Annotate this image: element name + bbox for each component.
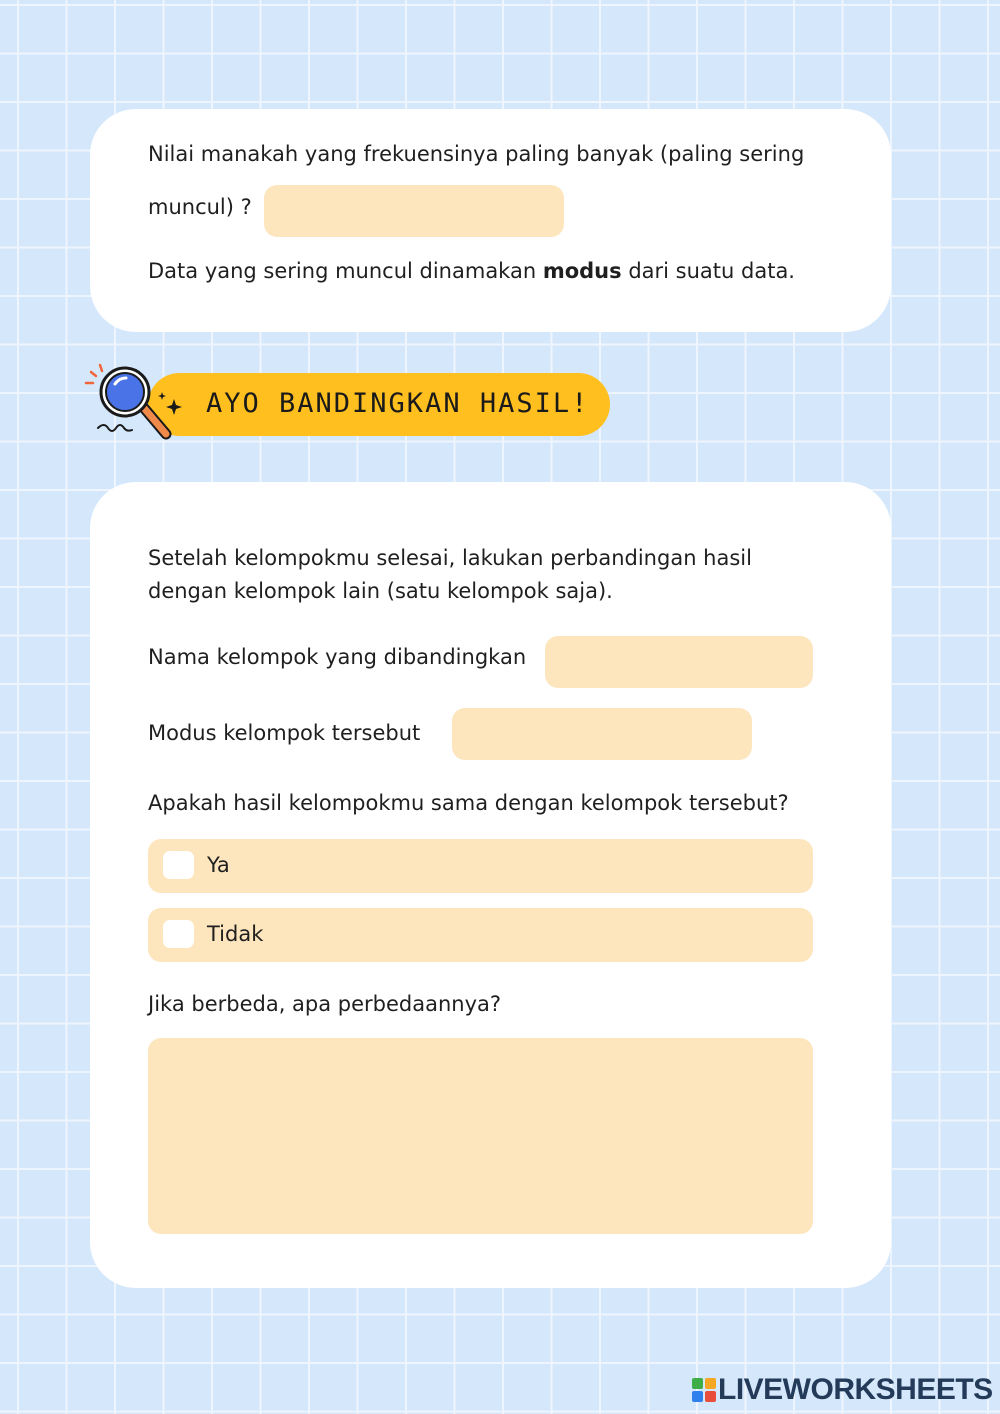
magnifier-icon bbox=[82, 362, 192, 447]
option-tidak[interactable] bbox=[148, 908, 813, 962]
intro-line2: dengan kelompok lain (satu kelompok saja). bbox=[148, 579, 613, 603]
same-result-question: Apakah hasil kelompokmu sama dengan kelompok tersebut? bbox=[148, 791, 789, 815]
modus-definition: Data yang sering muncul dinamakan modus dari suatu data. bbox=[148, 259, 795, 283]
comparison-card bbox=[90, 482, 891, 1288]
brand-name: LIVEWORKSHEETS bbox=[718, 1373, 993, 1406]
modus-term: modus bbox=[542, 259, 622, 283]
section-banner bbox=[148, 373, 610, 436]
question-card-mode bbox=[90, 109, 891, 332]
option-ya[interactable] bbox=[148, 839, 813, 893]
option-ya-label: Ya bbox=[207, 853, 230, 877]
mode-answer-input[interactable] bbox=[264, 185, 564, 237]
liveworksheets-logo-icon bbox=[692, 1378, 716, 1402]
difference-textarea[interactable] bbox=[148, 1038, 813, 1234]
group-modus-input[interactable] bbox=[452, 708, 752, 760]
group-modus-label: Modus kelompok tersebut bbox=[148, 721, 421, 745]
group-name-input[interactable] bbox=[545, 636, 813, 688]
intro-line1: Setelah kelompokmu selesai, lakukan perbandingan hasil bbox=[148, 546, 752, 570]
banner-title: AYO BANDINGKAN HASIL! bbox=[206, 388, 590, 419]
option-tidak-label: Tidak bbox=[207, 922, 264, 946]
checkbox-ya[interactable] bbox=[163, 851, 194, 879]
group-name-label: Nama kelompok yang dibandingkan bbox=[148, 645, 527, 669]
difference-question: Jika berbeda, apa perbedaannya? bbox=[148, 992, 502, 1016]
mode-question-line2: muncul) ? bbox=[148, 195, 252, 219]
checkbox-tidak[interactable] bbox=[163, 920, 194, 948]
mode-question-line1: Nilai manakah yang frekuensinya paling banyak (paling sering bbox=[148, 142, 805, 166]
liveworksheets-brand[interactable] bbox=[692, 1372, 993, 1408]
